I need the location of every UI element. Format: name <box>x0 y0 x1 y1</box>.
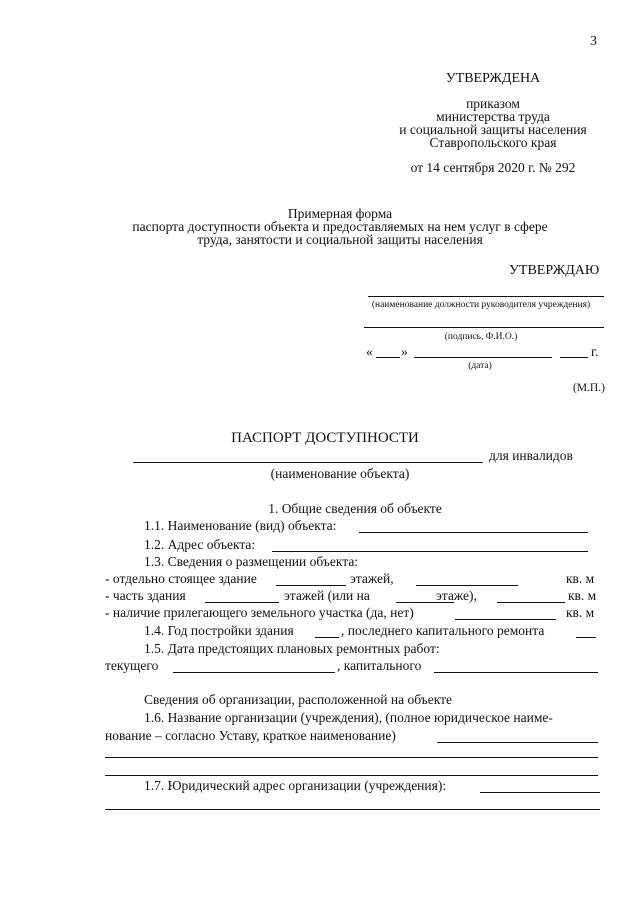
approved-title: УТВЕРЖДЕНА <box>445 71 541 86</box>
passport-title: ПАСПОРТ ДОСТУПНОСТИ <box>231 430 419 446</box>
item-1-4-label: 1.4. Год постройки здания <box>144 623 294 638</box>
land-line <box>455 619 556 620</box>
item-1-7-label: 1.7. Юридический адрес организации (учреждения): <box>144 778 447 793</box>
signature-caption: (подпись, Ф.И.О.) <box>444 332 518 342</box>
item-1-2-line <box>272 551 588 552</box>
object-name-line <box>133 462 483 463</box>
current-line <box>173 672 335 673</box>
item-1-7-line-a <box>480 792 600 793</box>
approve-title: УТВЕРЖДАЮ <box>509 263 600 278</box>
signature-line <box>364 327 604 328</box>
item-1-6-line-2: нование – согласно Уставу, краткое наименование) <box>105 728 396 743</box>
item-1-6-line-a <box>437 742 598 743</box>
item-1-7-line-b <box>105 809 600 810</box>
date-day-line <box>376 357 400 358</box>
part-floors-line <box>205 602 279 603</box>
approved-line-3: и социальной защиты населения <box>399 122 587 137</box>
detached-label: - отдельно стоящее здание <box>105 571 257 586</box>
date-month-line <box>414 357 552 358</box>
part-floors-label: этажей (или на <box>284 588 370 603</box>
form-title-line-3: труда, занятости и социальной защиты населения <box>197 232 483 247</box>
part-unit: кв. м <box>568 588 597 603</box>
detached-unit: кв. м <box>566 571 595 586</box>
form-title-line-1: Примерная форма <box>287 206 393 221</box>
form-title-line-2: паспорта доступности объекта и предоставляемых на нем услуг в сфере <box>132 219 548 234</box>
part-area-line <box>497 602 565 603</box>
item-1-1-line <box>359 532 588 533</box>
item-1-2-label: 1.2. Адрес объекта: <box>144 537 256 552</box>
approved-line-1: приказом <box>466 96 520 111</box>
position-caption: (наименование должности руководителя учреждения) <box>371 300 591 310</box>
object-name-caption: (наименование объекта) <box>270 466 410 481</box>
approved-line-2: министерства труда <box>436 109 550 124</box>
item-1-4-repair-label: , последнего капитального ремонта <box>341 623 545 638</box>
date-open-quote: « <box>366 344 373 359</box>
item-1-4-repair-line <box>576 637 596 638</box>
item-1-6-line-b <box>105 757 598 758</box>
seal-mark: (М.П.) <box>573 382 605 394</box>
item-1-4-year-line <box>315 637 339 638</box>
date-caption: (дата) <box>468 361 492 371</box>
item-1-3-label: 1.3. Сведения о размещении объекта: <box>144 554 359 569</box>
for-disabled-label: для инвалидов <box>489 448 573 463</box>
land-unit: кв. м <box>566 605 595 620</box>
item-1-6-line-1: 1.6. Название организации (учреждения), (полное юридическое наиме- <box>144 710 553 725</box>
capital-line <box>434 672 598 673</box>
part-label: - часть здания <box>105 588 186 603</box>
approved-line-4: Ставропольского края <box>429 135 557 150</box>
item-1-6-line-c <box>105 775 598 776</box>
date-year-line <box>560 357 588 358</box>
part-floor-label: этаже), <box>436 588 477 603</box>
detached-area-line <box>416 585 518 586</box>
date-close-quote: » <box>401 344 408 359</box>
land-label: - наличие прилегающего земельного участка (да, нет) <box>105 605 414 620</box>
detached-floors-label: этажей, <box>350 571 394 586</box>
item-1-1-label: 1.1. Наименование (вид) объекта: <box>144 518 337 533</box>
position-line <box>368 296 604 297</box>
org-heading: Сведения об организации, расположенной на объекте <box>144 692 452 707</box>
detached-floors-line <box>276 585 346 586</box>
section-1-heading: 1. Общие сведения об объекте <box>268 501 442 516</box>
item-1-5-label: 1.5. Дата предстоящих плановых ремонтных работ: <box>144 641 440 656</box>
page-number: 3 <box>590 34 597 49</box>
approved-date: от 14 сентября 2020 г. № 292 <box>410 160 576 175</box>
date-year-suffix: г. <box>591 344 599 359</box>
current-label: текущего <box>105 658 159 673</box>
capital-label: , капитального <box>337 658 422 673</box>
